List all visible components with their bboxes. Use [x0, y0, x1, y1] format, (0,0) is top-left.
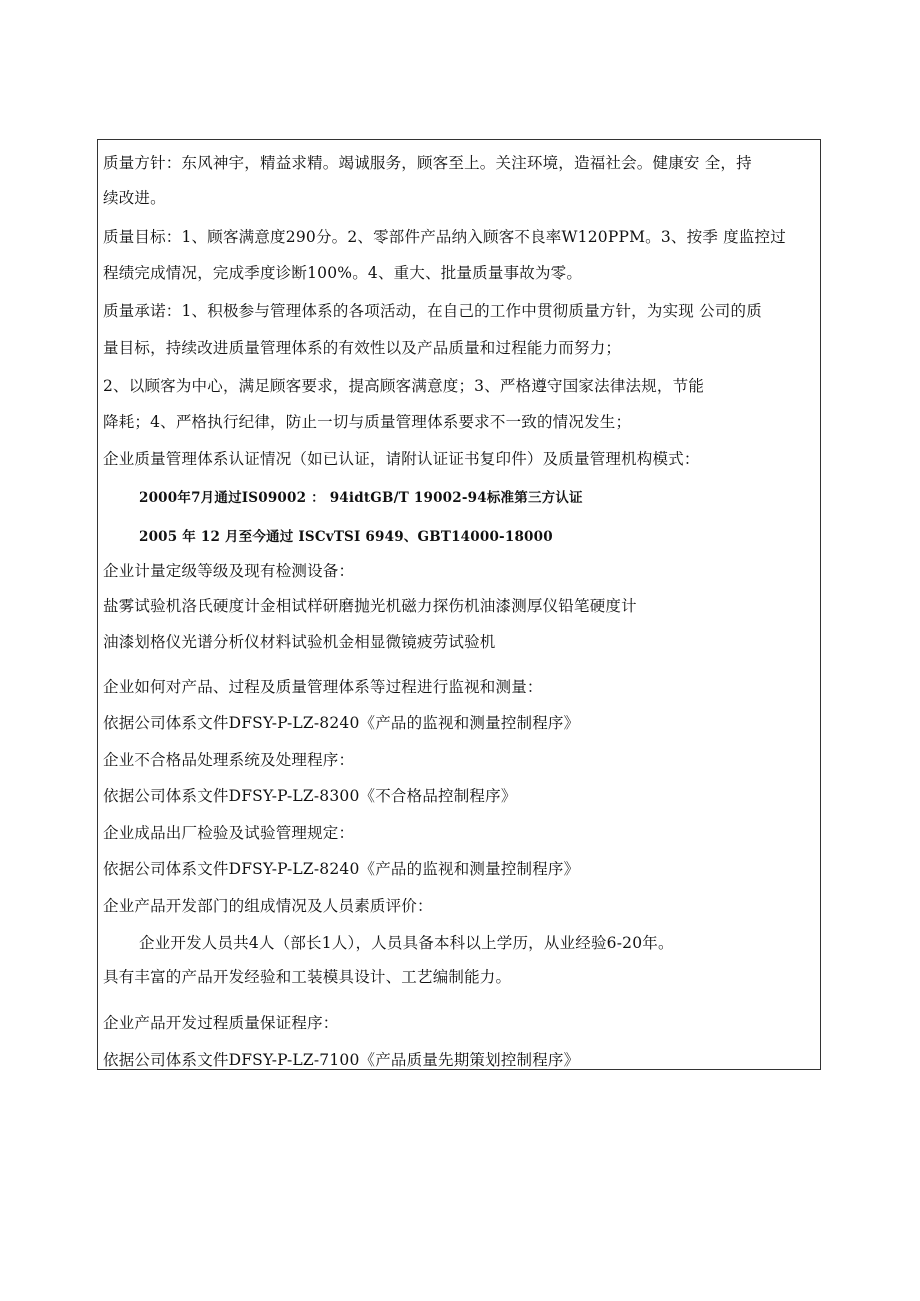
inspection-procedure: 依据公司体系文件DFSY-P-LZ-8240《产品的监视和测量控制程序》 [103, 860, 580, 878]
development-staff-line-2: 具有丰富的产品开发经验和工装模具设计、工艺编制能力。 [103, 968, 512, 986]
development-dept-heading: 企业产品开发部门的组成情况及人员素质评价： [103, 897, 433, 915]
document-box [97, 139, 821, 1070]
certification-heading: 企业质量管理体系认证情况（如已认证，请附认证证书复印件）及质量管理机构模式： [103, 450, 700, 468]
development-qa-heading: 企业产品开发过程质量保证程序： [103, 1014, 339, 1032]
development-qa-procedure: 依据公司体系文件DFSY-P-LZ-7100《产品质量先期策划控制程序》 [103, 1051, 580, 1069]
metrology-heading: 企业计量定级等级及现有检测设备： [103, 562, 355, 580]
development-staff-line-1: 企业开发人员共4人（部长1人），人员具备本科以上学历，从业经验6-20年。 [139, 934, 674, 952]
quality-commitment-line-4: 降耗；4、严格执行纪律，防止一切与质量管理体系要求不一致的情况发生； [103, 413, 632, 431]
equipment-line-1: 盐雾试验机洛氏硬度计金相试样研磨抛光机磁力探伤机油漆测厚仪铅笔硬度计 [103, 597, 637, 615]
quality-policy-line-2: 续改进。 [103, 189, 166, 207]
nonconforming-heading: 企业不合格品处理系统及处理程序： [103, 751, 355, 769]
equipment-line-2: 油漆划格仪光谱分析仪材料试验机金相显微镜疲劳试验机 [103, 633, 496, 651]
monitoring-heading: 企业如何对产品、过程及质量管理体系等过程进行监视和测量： [103, 678, 543, 696]
quality-commitment-line-2: 量目标，持续改进质量管理体系的有效性以及产品质量和过程能力而努力； [103, 339, 622, 357]
certification-2005: 2005 年 12 月至今通过 ISCvTSI 6949、GBT14000-18000 [139, 529, 553, 545]
certification-2000: 2000年7月通过IS09002 ： 94idtGB/T 19002-94标准第三方认证 [139, 490, 583, 506]
quality-goal-line-1: 质量目标：1、顾客满意度290分。2、零部件产品纳入顾客不良率W120PPM。3、按季 度监控过 [103, 228, 786, 246]
quality-policy-line-1: 质量方针：东风神宇，精益求精。竭诚服务，顾客至上。关注环境，造福社会。健康安 全，持 [103, 154, 752, 172]
quality-goal-line-2: 程绩完成情况，完成季度诊断100%。4、重大、批量质量事故为零。 [103, 264, 583, 282]
inspection-heading: 企业成品出厂检验及试验管理规定： [103, 824, 355, 842]
quality-commitment-line-1: 质量承诺：1、积极参与管理体系的各项活动，在自己的工作中贯彻质量方针，为实现 公司的质 [103, 302, 762, 320]
nonconforming-procedure: 依据公司体系文件DFSY-P-LZ-8300《不合格品控制程序》 [103, 787, 517, 805]
quality-commitment-line-3: 2、以顾客为中心，满足顾客要求，提高顾客满意度；3、严格遵守国家法律法规，节能 [103, 377, 705, 395]
monitoring-procedure: 依据公司体系文件DFSY-P-LZ-8240《产品的监视和测量控制程序》 [103, 714, 580, 732]
